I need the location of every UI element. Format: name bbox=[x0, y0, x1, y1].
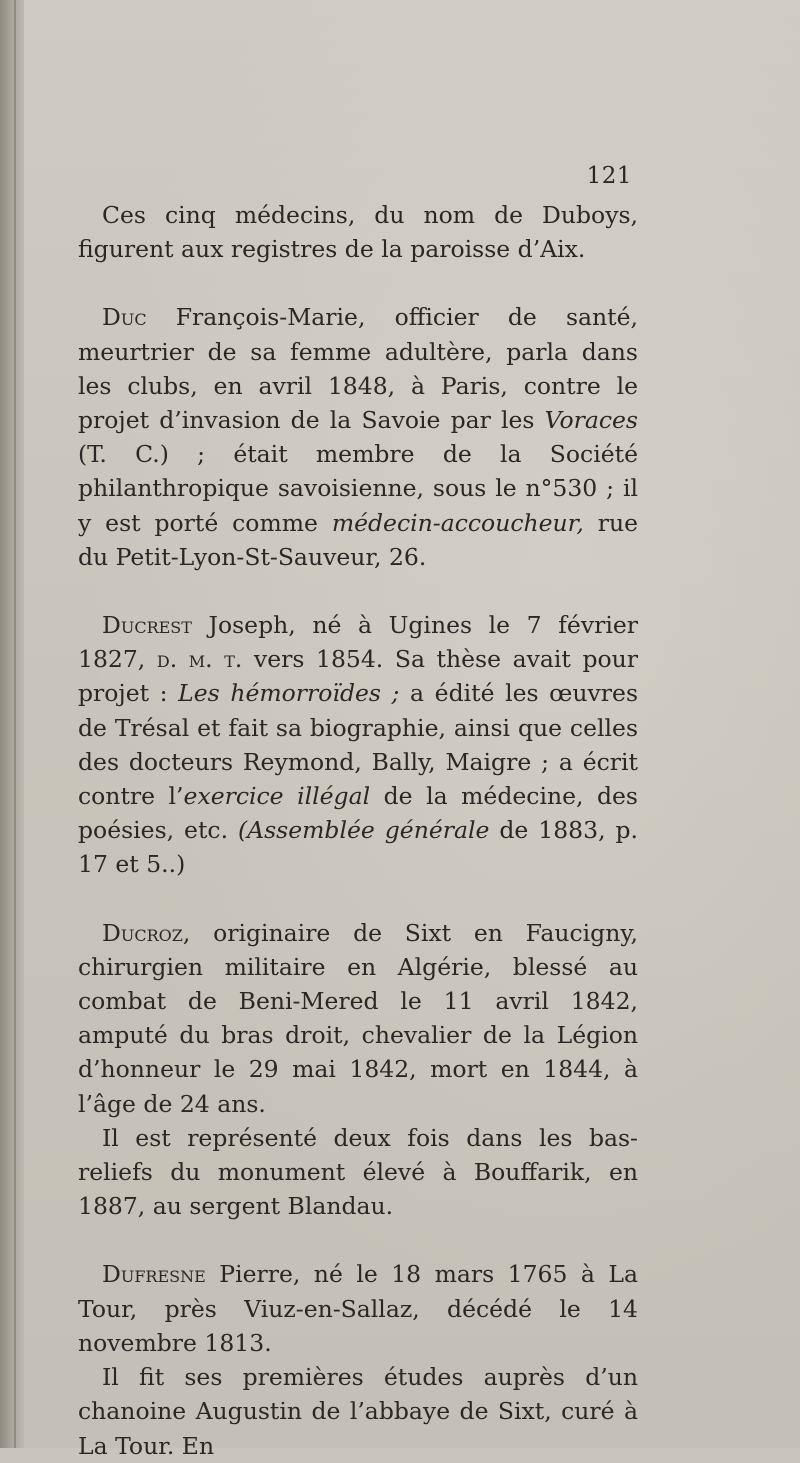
paragraph-gap bbox=[78, 882, 638, 916]
paragraph-duboys: Ces cinq médecins, du nom de Duboys, figurent aux registres de la paroisse d’Aix. bbox=[78, 201, 638, 264]
entry-abbreviation: d. m. t. bbox=[156, 645, 243, 674]
entry-text: de 1883, p. 17 et 5..) bbox=[78, 816, 638, 879]
paragraph-gap bbox=[78, 266, 638, 300]
paragraph-ducrest bbox=[78, 608, 638, 882]
entry-text: vers 1854. Sa thèse avait pour projet : bbox=[78, 645, 639, 708]
entry-italic: Les hémorroïdes ; bbox=[178, 679, 400, 708]
entry-text: , originaire de Sixt en Faucigny, chirurgien militaire en Algérie, blessé au combat de Beni-Mered le 11 avril 1842, amputé du bras droit, chevalier de la Légion d’honneur le 29 mai 1842, mort en 1844, à l’âge de 24 ans. bbox=[78, 918, 638, 1118]
entry-text: rue du Petit-Lyon-St-Sauveur, 26. bbox=[78, 508, 638, 571]
entry-text: de la médecine, des poésies, etc. bbox=[78, 782, 638, 845]
entry-italic: médecin-accoucheur, bbox=[331, 508, 584, 537]
entry-text: Joseph, né à Ugines le 7 février 1827, bbox=[78, 611, 638, 674]
entry-name: Ducrest bbox=[102, 611, 192, 640]
entry-name: Duc bbox=[102, 303, 147, 332]
entry-text: a édité les œuvres de Trésal et fait sa biographie, ainsi que celles des docteurs Reymond, Bally, Maigre ; a écrit contre l’ bbox=[78, 679, 638, 811]
entry-italic: exercice illégal bbox=[183, 782, 371, 811]
entry-italic: (Assemblée générale bbox=[237, 816, 490, 845]
entry-italic: Voraces bbox=[544, 406, 638, 435]
paragraph-dufresne bbox=[78, 1257, 638, 1360]
paragraph-gap bbox=[78, 1223, 638, 1257]
paragraph-gap bbox=[78, 574, 638, 608]
entry-text: François-Marie, officier de santé, meurtrier de sa femme adultère, parla dans les clubs, en avril 1848, à Paris, contre le projet d’invasion de la Savoie par les bbox=[78, 303, 638, 435]
book-spine-edge bbox=[0, 0, 24, 1448]
entry-text: (T. C.) ; était membre de la Société philanthropique savoisienne, sous le n°530 ; il y est porté comme bbox=[78, 440, 638, 537]
entry-name: Ducroz bbox=[102, 918, 183, 947]
paragraph-blandau: Il est représenté deux fois dans les bas-reliefs du monument élevé à Bouffarik, en 1887, au sergent Blandau. bbox=[78, 1123, 638, 1221]
page-number: 121 bbox=[586, 163, 632, 189]
binding-line bbox=[14, 0, 16, 1448]
entry-name: Dufresne bbox=[102, 1260, 206, 1289]
paragraph-etudes: Il fit ses premières études auprès d’un chanoine Augustin de l’abbaye de Sixt, curé à La Tour. En bbox=[78, 1363, 638, 1460]
paragraph-ducroz bbox=[78, 916, 638, 1121]
paragraph-duc bbox=[78, 300, 638, 574]
body-text bbox=[78, 198, 638, 1463]
entry-text: Pierre, né le 18 mars 1765 à La Tour, près Viuz-en-Sallaz, décédé le 14 novembre 1813. bbox=[78, 1260, 638, 1357]
